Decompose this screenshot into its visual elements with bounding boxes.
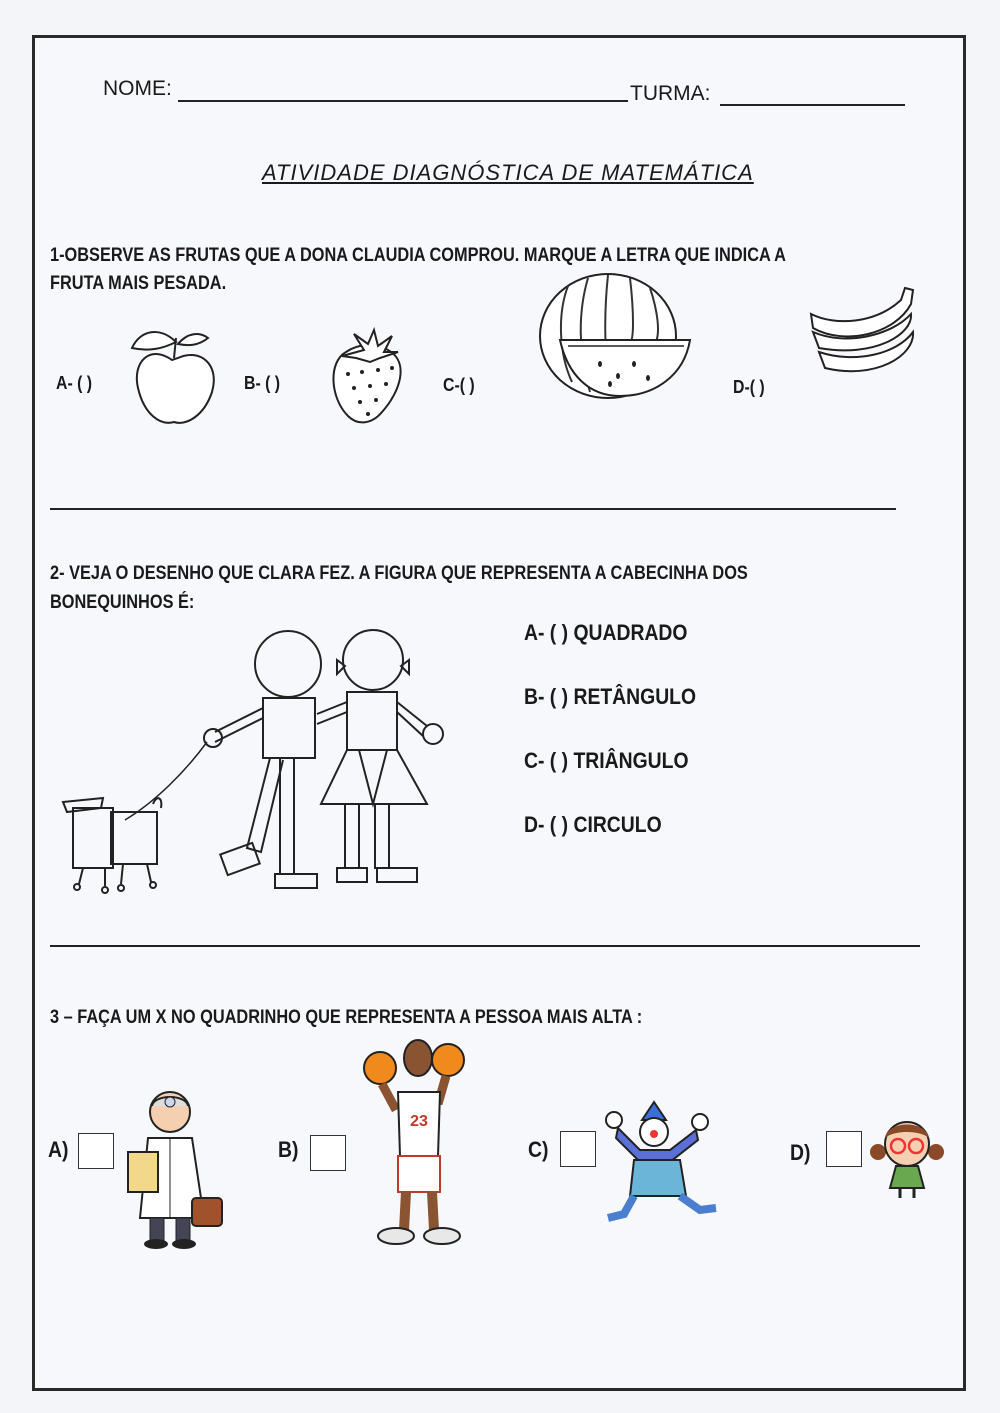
name-label: NOME: [103,77,172,100]
q2-option-a[interactable]: A- ( ) QUADRADO [524,620,688,645]
clown-icon [600,1100,725,1225]
watermelon-icon [538,272,693,402]
q1-option-d[interactable]: D-( ) [733,377,765,397]
q2-text-line2: BONEQUINHOS É: [50,592,195,613]
q3-option-b-checkbox[interactable] [310,1135,346,1171]
girl-icon [870,1118,945,1200]
shape-figures-drawing [55,622,455,907]
divider-2 [50,945,920,947]
q3-option-d-checkbox[interactable] [826,1131,862,1167]
name-field-line[interactable] [178,100,628,102]
q3-option-d-label: D) [790,1140,811,1165]
page-title: ATIVIDADE DIAGNÓSTICA DE MATEMÁTICA [262,160,754,185]
apple-icon [120,322,225,430]
basketball-player-icon [360,1030,470,1250]
divider-1 [50,508,896,510]
class-field-line[interactable] [720,104,905,106]
q2-text-line1: 2- VEJA O DESENHO QUE CLARA FEZ. A FIGURA QUE REPRESENTA A CABECINHA DOS [50,563,748,584]
q3-option-a-checkbox[interactable] [78,1133,114,1169]
jersey-number: 23 [410,1113,428,1130]
class-label: TURMA: [630,82,711,105]
q2-option-b[interactable]: B- ( ) RETÂNGULO [524,684,697,709]
q1-option-b[interactable]: B- ( ) [244,373,281,393]
q1-text-line2: FRUTA MAIS PESADA. [50,273,227,294]
q3-option-c-label: C) [528,1137,549,1162]
strawberry-icon [326,328,411,428]
q1-text-line1: 1-OBSERVE AS FRUTAS QUE A DONA CLAUDIA COMPROU. MARQUE A LETRA QUE INDICA A [50,245,786,266]
doctor-icon [120,1088,230,1250]
q1-option-a[interactable]: A- ( ) [56,373,93,393]
q3-option-b-label: B) [278,1137,299,1162]
banana-icon [805,284,920,379]
q3-option-a-label: A) [48,1137,69,1162]
q3-text: 3 – FAÇA UM X NO QUADRINHO QUE REPRESENTA A PESSOA MAIS ALTA : [50,1007,643,1028]
q3-option-c-checkbox[interactable] [560,1131,596,1167]
q2-option-c[interactable]: C- ( ) TRIÂNGULO [524,748,689,773]
q2-option-d[interactable]: D- ( ) CIRCULO [524,812,662,837]
q1-option-c[interactable]: C-( ) [443,375,475,395]
